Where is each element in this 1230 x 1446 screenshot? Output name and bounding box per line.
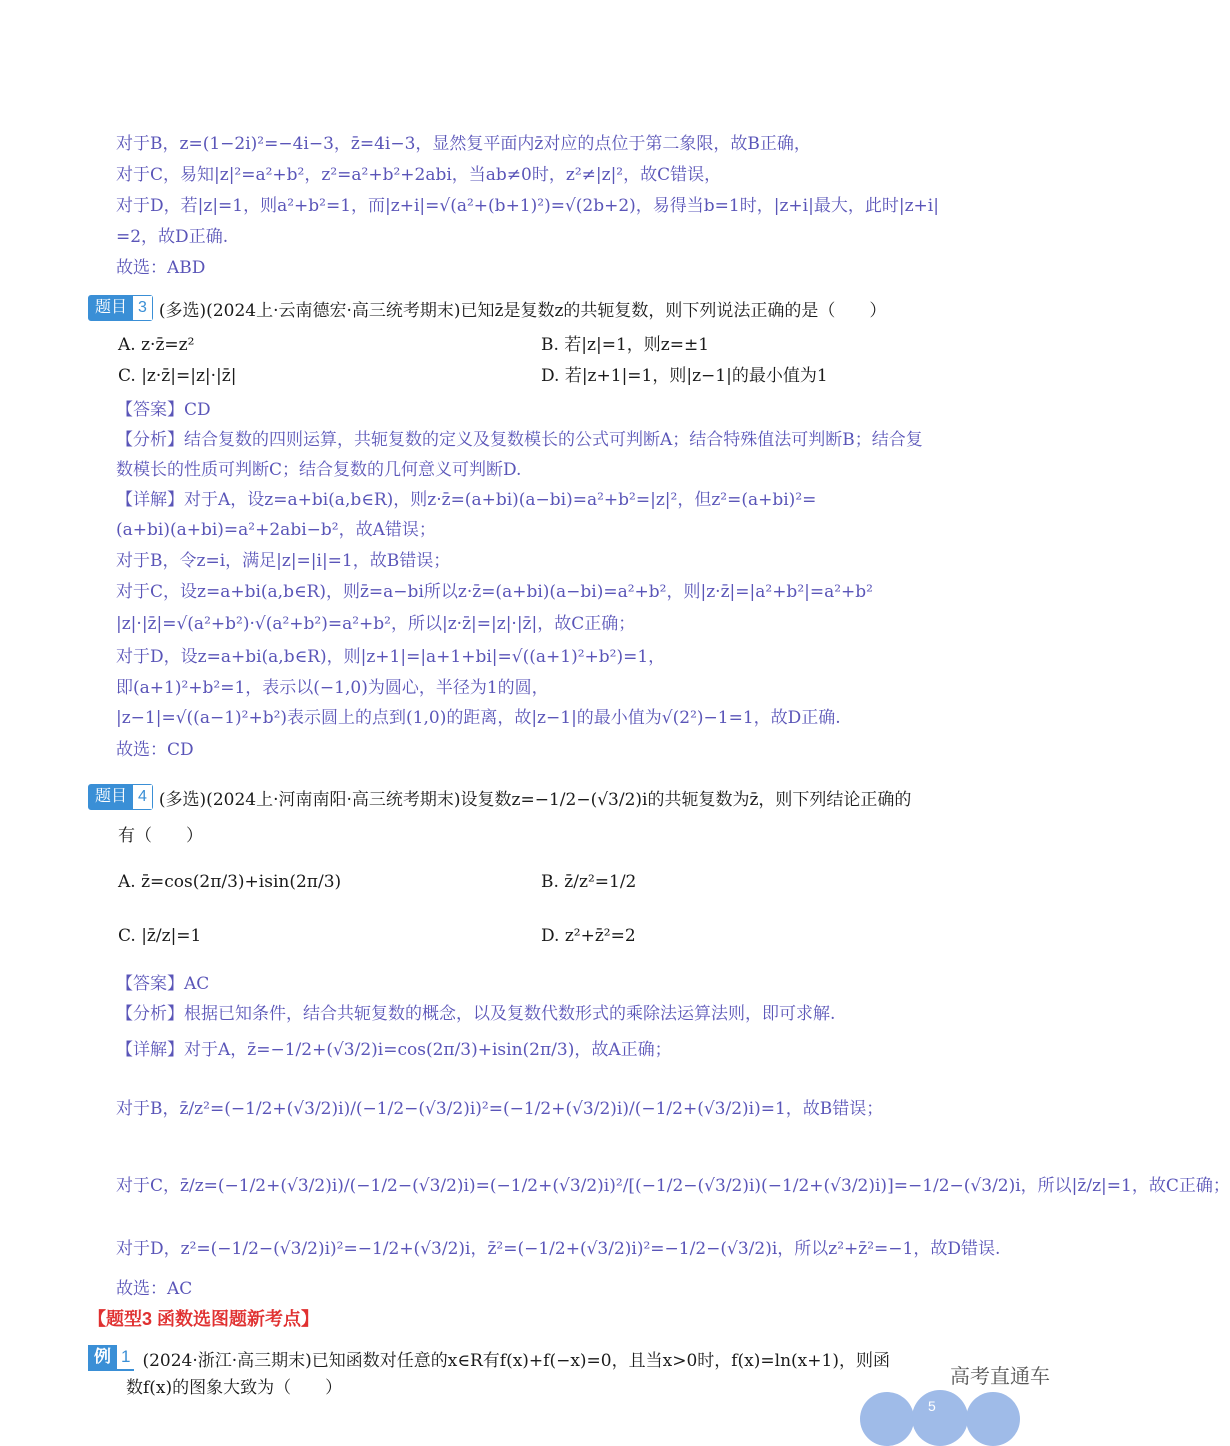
page-bubble-center <box>912 1390 968 1446</box>
q4-final-answer: 故选：AC <box>116 1279 193 1299</box>
q3-final-answer: 故选：CD <box>116 740 194 760</box>
q4-option-d: D. z²+z̄²=2 <box>541 926 636 946</box>
question-badge-number: 4 <box>133 785 152 809</box>
example-stem: (2024·浙江·高三期末)已知函数对任意的x∈R有f(x)+f(−x)=0，且当x>0时，f(x)=ln(x+1)，则函 <box>142 1350 890 1371</box>
q4-option-b: B. z̄/z²=1/2 <box>541 872 637 892</box>
question-3-badge <box>88 295 153 321</box>
q3-detail-line-5: |z|·|z̄|=√(a²+b²)·√(a²+b²)=a²+b²，所以|z·z̄|=|z|·|z̄|，故C正确； <box>116 614 636 634</box>
q3-detail-line-6: 对于D，设z=a+bi(a,b∈R)，则|z+1|=|a+1+bi|=√((a+1)²+b²)=1， <box>116 647 666 667</box>
question-3-header <box>88 295 886 321</box>
q3-answer: 【答案】CD <box>116 400 211 420</box>
q3-detail-line-7: 即(a+1)²+b²=1，表示以(−1,0)为圆心，半径为1的圆， <box>116 678 549 698</box>
example-stem-cont: 数f(x)的图象大致为（ ） <box>126 1378 343 1398</box>
prev-solution-line-1: 对于B，z=(1−2i)²=−4i−3，z̄=4i−3，显然复平面内z̄对应的点位于第二象限，故B正确， <box>116 134 811 154</box>
question-4-stem: (多选)(2024上·河南南阳·高三统考期末)设复数z=−1/2−(√3/2)i的共轭复数为z̄，则下列结论正确的 <box>158 789 912 810</box>
page-bubble-left <box>860 1392 914 1446</box>
q3-detail-line-1: 【详解】对于A，设z=a+bi(a,b∈R)，则z·z̄=(a+bi)(a−bi)=a²+b²=|z|²，但z²=(a+bi)²= <box>116 490 817 510</box>
watermark: 高考直通车 <box>946 1360 1054 1389</box>
q3-analysis-line-2: 数模长的性质可判断C；结合复数的几何意义可判断D. <box>116 460 522 480</box>
question-3-stem: (多选)(2024上·云南德宏·高三统考期末)已知z̄是复数z的共轭复数，则下列说法正确的是（ ） <box>158 300 887 321</box>
prev-solution-line-3: 对于D，若|z|=1，则a²+b²=1，而|z+i|=√(a²+(b+1)²)=√(2b+2)，易得当b=1时，|z+i|最大，此时|z+i| <box>116 196 939 216</box>
q3-option-a: A. z·z̄=z² <box>118 335 195 355</box>
page-bubble-right <box>966 1392 1020 1446</box>
q4-analysis: 【分析】根据已知条件，结合共轭复数的概念，以及复数代数形式的乘除法运算法则，即可求解. <box>116 1004 836 1024</box>
q4-detail-line-4: 对于D，z²=(−1/2−(√3/2)i)²=−1/2+(√3/2)i，z̄²=(−1/2+(√3/2)i)²=−1/2−(√3/2)i，所以z²+z̄²=−1，故D错误. <box>116 1239 1001 1259</box>
q4-detail-line-1: 【详解】对于A，z̄=−1/2+(√3/2)i=cos(2π/3)+isin(2π/3)，故A正确； <box>116 1040 672 1060</box>
q4-detail-line-3: 对于C，z̄/z=(−1/2+(√3/2)i)/(−1/2−(√3/2)i)=(−1/2+(√3/2)i)²/[(−1/2−(√3/2)i)(−1/2+(√3/2)i)]=−1/2−(√3/2)i，所以|z̄/z|=1，故C正确； <box>116 1176 1230 1196</box>
question-4-stem-cont: 有（ ） <box>118 826 203 846</box>
q4-option-a: A. z̄=cos(2π/3)+isin(2π/3) <box>118 872 342 892</box>
q3-option-b: B. 若|z|=1，则z=±1 <box>541 335 710 355</box>
question-badge-number: 3 <box>133 296 152 320</box>
question-4-badge <box>88 784 153 810</box>
q4-detail-line-2: 对于B，z̄/z²=(−1/2+(√3/2)i)/(−1/2−(√3/2)i)²=(−1/2+(√3/2)i)/(−1/2+(√3/2)i)=1，故B错误； <box>116 1099 884 1119</box>
question-4-header <box>88 784 911 810</box>
page-number: 5 <box>928 1398 936 1414</box>
example-badge <box>88 1345 134 1371</box>
q3-detail-line-4: 对于C，设z=a+bi(a,b∈R)，则z̄=a−bi所以z·z̄=(a+bi)(a−bi)=a²+b²，则|z·z̄|=|a²+b²|=a²+b² <box>116 582 873 602</box>
q3-detail-line-8: |z−1|=√((a−1)²+b²)表示圆上的点到(1,0)的距离，故|z−1|的最小值为√(2²)−1=1，故D正确. <box>116 708 841 728</box>
q3-analysis-line-1: 【分析】结合复数的四则运算，共轭复数的定义及复数模长的公式可判断A；结合特殊值法可判断B；结合复 <box>116 430 923 450</box>
q3-option-c: C. |z·z̄|=|z|·|z̄| <box>118 366 237 386</box>
question-badge-label: 题目 <box>89 785 133 809</box>
type-heading: 【题型3 函数选图题新考点】 <box>88 1309 320 1329</box>
example-1-header <box>88 1345 890 1371</box>
q4-option-c: C. |z̄/z|=1 <box>118 926 202 946</box>
example-badge-number: 1 <box>121 1347 131 1366</box>
example-badge-label: 例 <box>88 1345 117 1369</box>
q4-answer: 【答案】AC <box>116 974 210 994</box>
prev-solution-answer: 故选：ABD <box>116 258 206 278</box>
prev-solution-line-4: =2，故D正确. <box>116 227 229 247</box>
question-badge-label: 题目 <box>89 296 133 320</box>
q3-detail-line-2: (a+bi)(a+bi)=a²+2abi−b²，故A错误； <box>116 520 436 540</box>
q3-option-d: D. 若|z+1|=1，则|z−1|的最小值为1 <box>541 366 828 386</box>
prev-solution-line-2: 对于C，易知|z|²=a²+b²，z²=a²+b²+2abi，当ab≠0时，z²≠|z|²，故C错误， <box>116 165 722 185</box>
q3-detail-line-3: 对于B，令z=i，满足|z|=|i|=1，故B错误； <box>116 551 451 571</box>
